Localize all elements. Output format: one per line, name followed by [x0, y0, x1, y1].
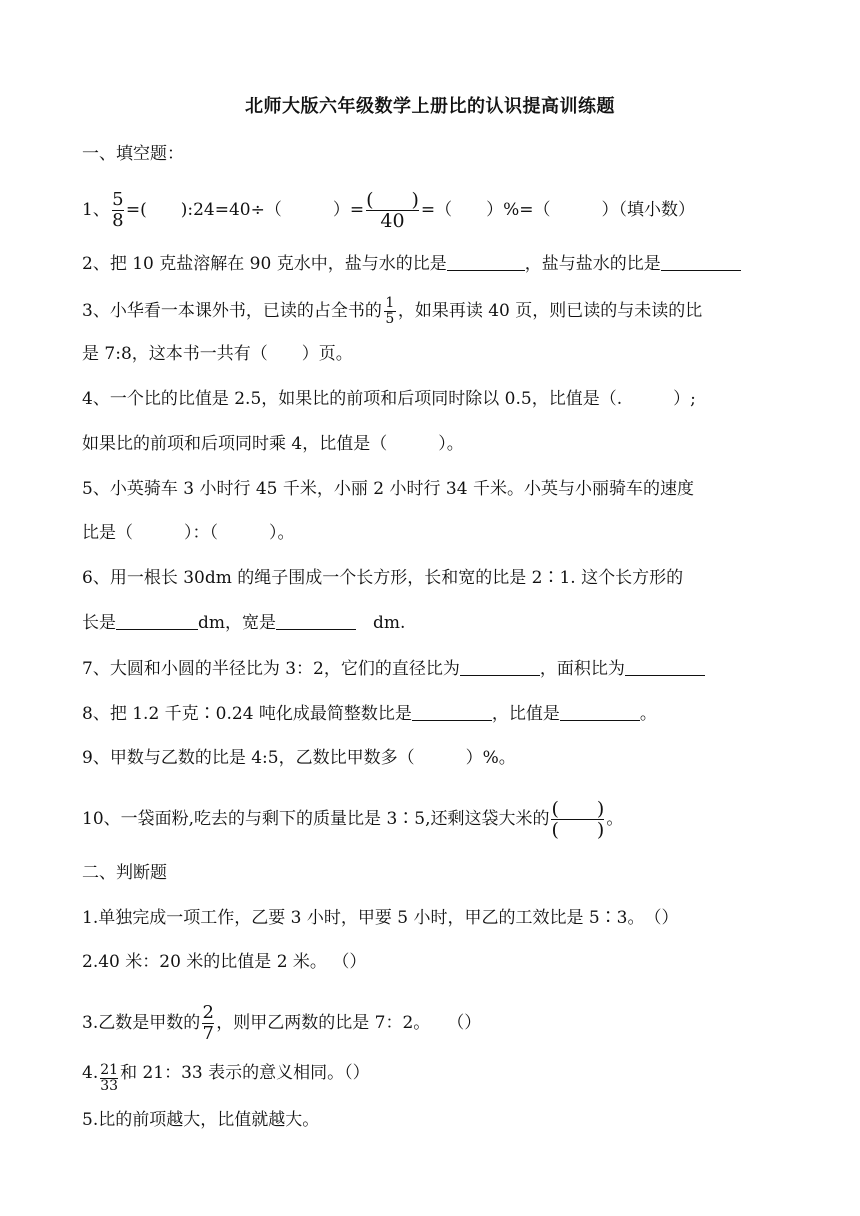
- q10-text-b: 。: [606, 809, 624, 829]
- q2-answer-blank-2[interactable]: [661, 254, 741, 271]
- question-6-line-1: 6、用一根长 30dm 的绳子围成一个长方形，长和宽的比是 2∶1. 这个长方形的: [82, 568, 684, 588]
- q1-fraction: [112, 190, 124, 231]
- j4-text-b: 和 21：33 表示的意义相同。（）: [120, 1063, 370, 1083]
- q7-diameter-blank[interactable]: [460, 659, 540, 676]
- q1-prefix: 1、: [82, 200, 110, 220]
- question-3-line-2: 是 7:8，这本书一共有（ ）页。: [82, 344, 353, 364]
- j3-fraction: [202, 1003, 214, 1044]
- q1-fraction2-numerator: ( ): [366, 189, 419, 211]
- q8-value-blank[interactable]: [560, 704, 640, 721]
- j3-fraction-numerator: 2: [202, 1002, 214, 1023]
- q10-fraction: [551, 799, 604, 840]
- q10-fraction-numerator: ( ): [551, 798, 605, 820]
- question-5-line-2: 比是（ ）：（ ）。: [82, 523, 295, 543]
- q10-fraction-denominator: ( ): [551, 819, 605, 841]
- question-1: [82, 190, 695, 231]
- q3-text-a: 3、小华看一本课外书，已读的占全书的: [82, 301, 382, 321]
- q7-text-a: 7、大圆和小圆的半径比为 3：2，它们的直径比为: [82, 659, 460, 679]
- q6-text-c: dm.: [356, 613, 406, 633]
- q1-fraction-denominator: 8: [112, 210, 124, 231]
- judgment-5: 5.比的前项越大，比值就越大。: [82, 1110, 320, 1130]
- q7-text-b: ，面积比为: [539, 659, 625, 679]
- q7-area-blank[interactable]: [625, 659, 705, 676]
- j4-text-a: 4.: [82, 1063, 99, 1083]
- judgment-4: [82, 1062, 370, 1094]
- question-6-line-2: [82, 612, 405, 634]
- j4-fraction: [100, 1063, 118, 1094]
- q1-fraction-numerator: 5: [112, 189, 124, 210]
- q6-text-b: dm，宽是: [198, 613, 277, 633]
- q8-text-a: 8、把 1.2 千克∶0.24 吨化成最简整数比是: [82, 704, 412, 724]
- question-4-line-1: 4、一个比的比值是 2.5，如果比的前项和后项同时除以 0.5，比值是（. ）;: [82, 389, 696, 409]
- question-8: [82, 703, 657, 725]
- j3-fraction-denominator: 7: [202, 1023, 214, 1044]
- question-10: [82, 799, 623, 840]
- q10-text-a: 10、一袋面粉,吃去的与剩下的质量比是 3∶5,还剩这袋大米的: [82, 809, 550, 829]
- j4-fraction-numerator: 21: [100, 1062, 119, 1078]
- q2-text-a: 2、把 10 克盐溶解在 90 克水中，盐与水的比是: [82, 254, 447, 274]
- q6-width-blank[interactable]: [276, 613, 356, 630]
- section-heading-fill-in: 一、填空题：: [82, 144, 184, 164]
- q3-fraction: [384, 296, 396, 327]
- page-title: 北师大版六年级数学上册比的认识提高训练题: [245, 96, 615, 117]
- section-heading-true-false: 二、判断题: [82, 863, 167, 883]
- q3-fraction-denominator: 5: [385, 311, 395, 327]
- q6-text-a: 长是: [82, 613, 116, 633]
- j3-text-b: ，则甲乙两数的比是 7：2。 （）: [216, 1013, 482, 1033]
- question-3: [82, 296, 702, 327]
- q2-answer-blank-1[interactable]: [447, 254, 525, 271]
- q1-suffix-text: =（ ）%=（ ）（填小数）: [420, 200, 696, 220]
- q2-text-b: ，盐与盐水的比是: [524, 254, 661, 274]
- q3-fraction-numerator: 1: [385, 295, 395, 311]
- q3-text-b: ，如果再读 40 页，则已读的与未读的比: [397, 301, 703, 321]
- q6-length-blank[interactable]: [116, 613, 198, 630]
- question-2: [82, 253, 741, 275]
- judgment-3: [82, 1003, 481, 1044]
- question-9: 9、甲数与乙数的比是 4:5，乙数比甲数多（ ）%。: [82, 748, 516, 768]
- q8-text-c: 。: [639, 704, 657, 724]
- q1-fraction-over-40: [366, 190, 419, 231]
- q1-middle-text: =( ):24=40÷（ ）=: [125, 200, 365, 220]
- question-4-line-2: 如果比的前项和后项同时乘 4，比值是（ ）。: [82, 434, 464, 454]
- question-5-line-1: 5、小英骑车 3 小时行 45 千米，小丽 2 小时行 34 千米。小英与小丽骑车的速度: [82, 479, 694, 499]
- q1-fraction2-denominator: 40: [380, 210, 405, 232]
- judgment-1: 1.单独完成一项工作，乙要 3 小时，甲要 5 小时，甲乙的工效比是 5∶3。 （）: [82, 908, 679, 928]
- j3-text-a: 3.乙数是甲数的: [82, 1013, 201, 1033]
- question-7: [82, 658, 705, 680]
- q8-ratio-blank[interactable]: [412, 704, 492, 721]
- q8-text-b: ，比值是: [491, 704, 560, 724]
- judgment-2: 2.40 米：20 米的比值是 2 米。 （）: [82, 952, 367, 972]
- j4-fraction-denominator: 33: [100, 1078, 119, 1094]
